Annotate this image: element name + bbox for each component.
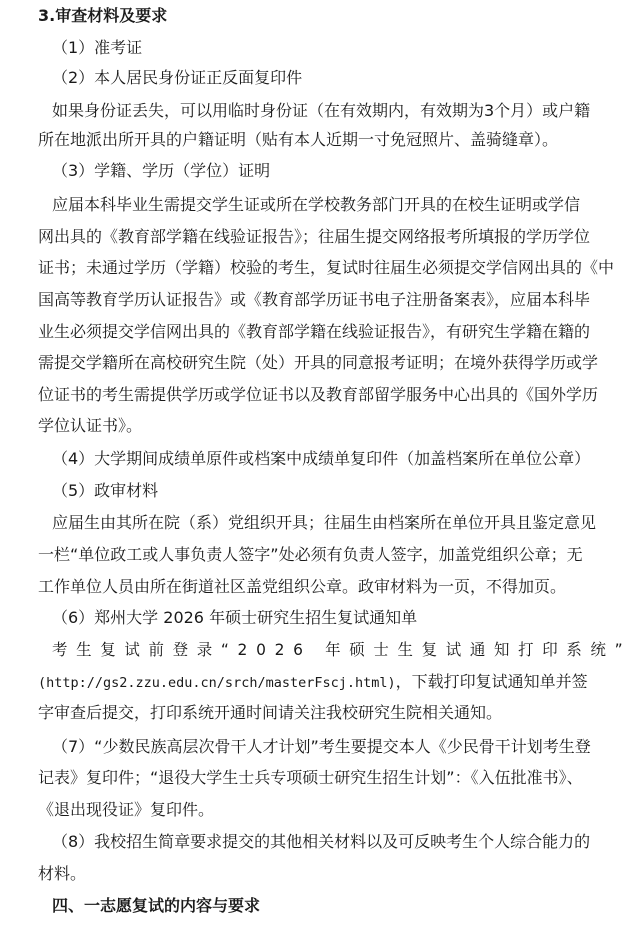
item-5-body-line-1: 应届生由其所在院（系）党组织开具；往届生由档案所在单位开具且鉴定意见 xyxy=(52,513,597,532)
item-3-body-line-1: 应届本科毕业生需提交学生证或所在学校教务部门开具的在校生证明或学信 xyxy=(52,195,581,214)
item-5-body-line-2: 一栏“单位政工或人事负责人签字”处必须有负责人签字，加盖党组织公章；无 xyxy=(38,545,583,564)
item-6-body-line-2-tail: ，下载打印复试通知单并签 xyxy=(395,672,588,691)
item-6-body-line-1: 考生复试前登录“2026 年硕士生复试通知打印系统” xyxy=(52,640,632,659)
item-3-body-line-6: 需提交学籍所在高校研究生院（处）开具的同意报考证明；在境外获得学历或学 xyxy=(38,353,599,372)
item-8-line-1: （8）我校招生简章要求提交的其他相关材料以及可反映考生个人综合能力的 xyxy=(52,832,591,851)
item-3-body-line-8: 学位认证书》。 xyxy=(38,416,143,435)
item-7-line-1: （7）“少数民族高层次骨干人才计划”考生要提交本人《少民骨干计划考生登 xyxy=(52,737,591,756)
item-7-line-2: 记表》复印件；“退役大学生士兵专项硕士研究生招生计划”：《入伍批准书》、 xyxy=(38,768,583,787)
item-3-body-line-4: 国高等教育学历认证报告》或《教育部学历证书电子注册备案表》，应届本科毕 xyxy=(38,290,591,309)
section-3-heading: 3.审查材料及要求 xyxy=(38,6,168,25)
item-8-line-2: 材料。 xyxy=(38,864,87,883)
retest-system-url[interactable]: (http://gs2.zzu.edu.cn/srch/masterFscj.html) xyxy=(38,675,396,691)
item-6-body-line-3: 字审查后提交，打印系统开通时间请关注我校研究生院相关通知。 xyxy=(38,703,503,722)
item-3-body-line-7: 位证书的考生需提供学历或学位证书以及教育部留学服务中心出具的《国外学历 xyxy=(38,385,599,404)
section-4-heading: 四、一志愿复试的内容与要求 xyxy=(52,896,261,915)
item-3-body-line-2: 网出具的《教育部学籍在线验证报告》；往届生提交网络报考所填报的学历学位 xyxy=(38,227,591,246)
item-3-education-proof: （3）学籍、学历（学位）证明 xyxy=(52,161,271,180)
item-2-note-line-1: 如果身份证丢失，可以用临时身份证（在有效期内，有效期为3个月）或户籍 xyxy=(52,101,591,120)
item-4-transcript: （4）大学期间成绩单原件或档案中成绩单复印件（加盖档案所在单位公章） xyxy=(52,449,591,468)
item-3-body-line-3: 证书；未通过学历（学籍）校验的考生，复试时往届生必须提交学信网出具的《中 xyxy=(38,258,615,277)
item-2-note-line-2: 所在地派出所开具的户籍证明（贴有本人近期一寸免冠照片、盖骑缝章）。 xyxy=(38,130,559,149)
item-5-political-review: （5）政审材料 xyxy=(52,481,159,500)
item-1-admission-ticket: （1）准考证 xyxy=(52,38,143,57)
item-6-retest-notice: （6）郑州大学 2026 年硕士研究生招生复试通知单 xyxy=(52,608,418,627)
item-5-body-line-3: 工作单位人员由所在街道社区盖党组织公章。政审材料为一页，不得加页。 xyxy=(38,577,567,596)
item-6-body-line-2 xyxy=(38,672,588,693)
item-2-id-card: （2）本人居民身份证正反面复印件 xyxy=(52,68,303,87)
item-7-line-3: 《退出现役证》复印件。 xyxy=(38,800,215,819)
item-3-body-line-5: 业生必须提交学信网出具的《教育部学籍在线验证报告》，有研究生学籍在籍的 xyxy=(38,322,591,341)
